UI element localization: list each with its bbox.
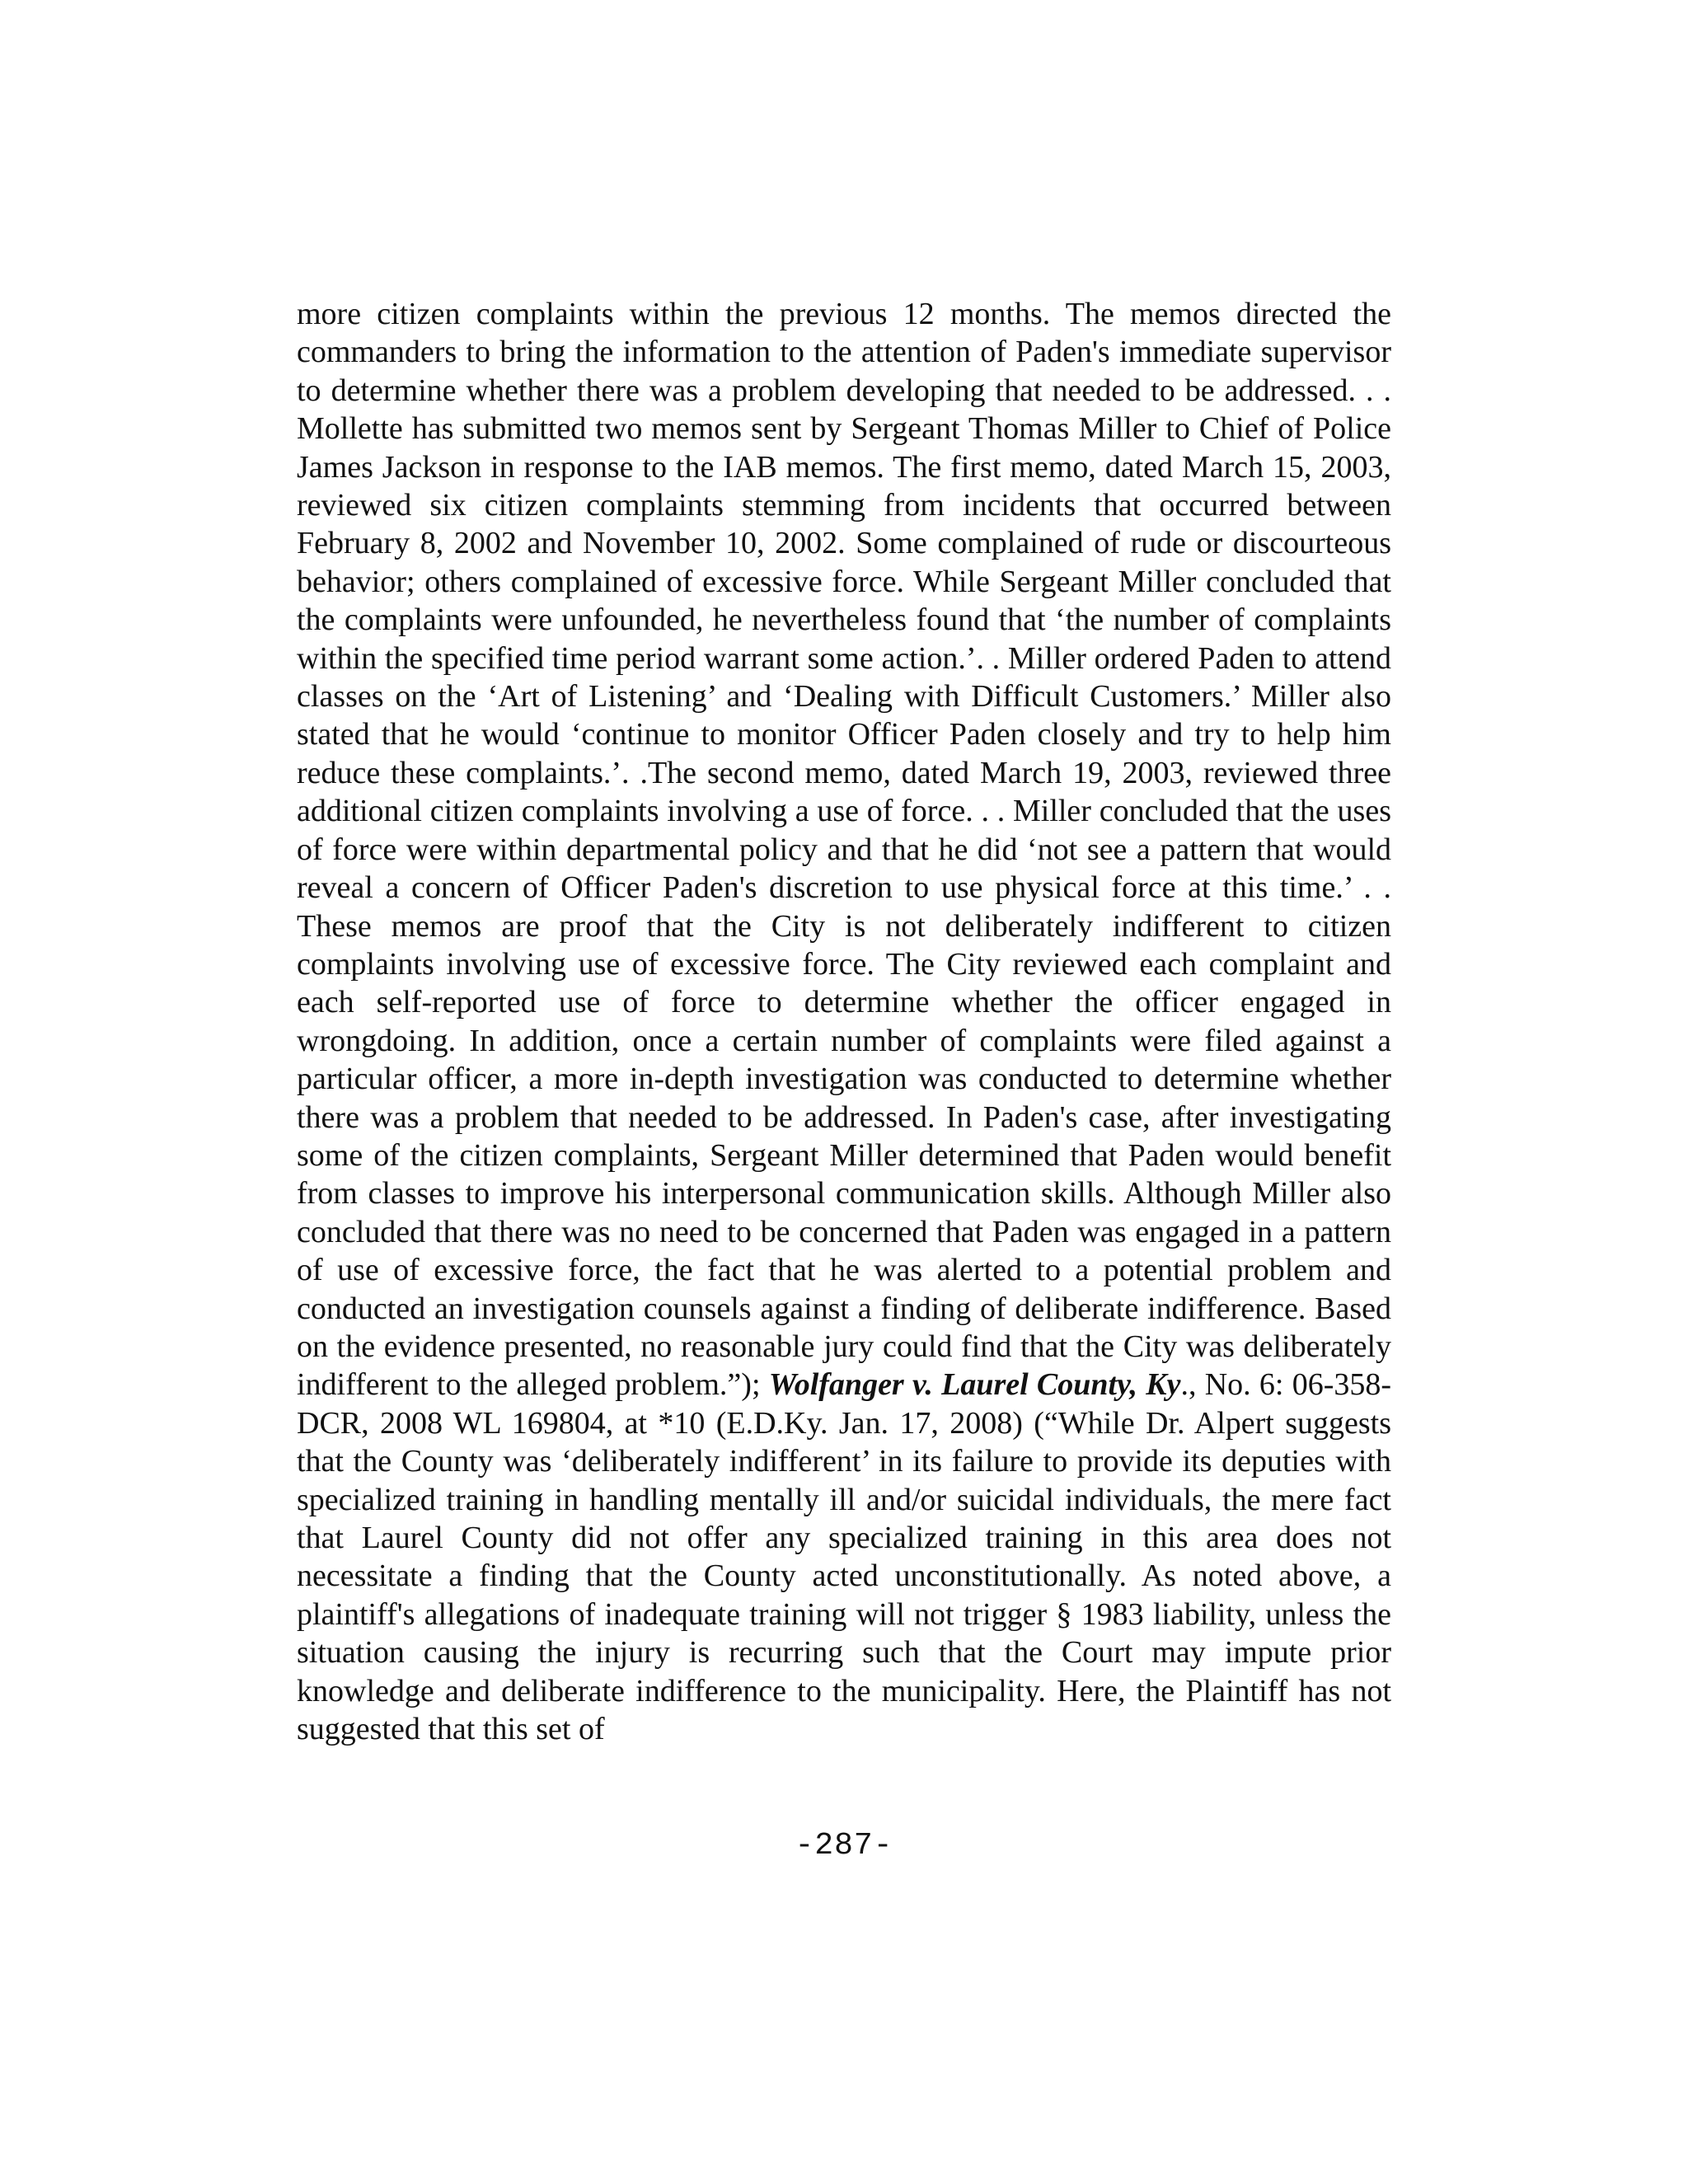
case-citation-name: Wolfanger v. Laurel County, Ky: [768, 1367, 1181, 1403]
paragraph-text-part1: more citizen complaints within the previous 12 months. The memos directed the commanders to bring the information to the attention of Paden's immediate supervisor to determine whether there was a problem developing that needed to be addressed. . . Mollette has submitted two memos sent by Sergeant Thomas Miller to Chief of Police James Jackson in response to the IAB memos. The first memo, dated March 15, 2003, reviewed six citizen complaints stemming from incidents that occurred between February 8, 2002 and November 10, 2002. Some complained of rude or discourteous behavior; others complained of excessive force. While Sergeant Miller concluded that the complaints were unfounded, he nevertheless found that ‘the number of complaints within the specified time period warrant some action.’. . Miller ordered Paden to attend classes on the ‘Art of Listening’ and ‘Dealing with Difficult Customers.’ Miller also stated that he would ‘continue to monitor Officer Paden closely and try to help him reduce these complaints.’. .The second memo, dated March 19, 2003, reviewed three additional citizen complaints involving a use of force. . . Miller concluded that the uses of force were within departmental policy and that he did ‘not see a pattern that would reveal a concern of Officer Paden's discretion to use physical force at this time.’ . . These memos are proof that the City is not deliberately indifferent to citizen complaints involving use of excessive force. The City reviewed each complaint and each self-reported use of force to determine whether the officer engaged in wrongdoing. In addition, once a certain number of complaints were filed against a particular officer, a more in-depth investigation was conducted to determine whether there was a problem that needed to be addressed. In Paden's case, after investigating some of the citizen complaints, Sergeant Miller determined that Paden would benefit from classes to improve his interpersonal communication skills. Although Miller also concluded that there was no need to be concerned that Paden was engaged in a pattern of use of excessive force, the fact that he was alerted to a potential problem and conducted an investigation counsels against a finding of deliberate indifference. Based on the evidence presented, no reasonable jury could find that the City was deliberately indifferent to the alleged problem.”);: [297, 297, 1391, 1403]
paragraph-text-part2: ., No. 6: 06-358-DCR, 2008 WL 169804, at *10 (E.D.Ky. Jan. 17, 2008) (“While Dr. Alpert suggests that the County was ‘deliberately indifferent’ in its failure to provide its deputies with specialized training in handling mentally ill and/or suicidal individuals, the mere fact that Laurel County did not offer any specialized training in this area does not necessitate a finding that the County acted unconstitutionally. As noted above, a plaintiff's allegations of inadequate training will not trigger § 1983 liability, unless the situation causing the injury is recurring such that the Court may impute prior knowledge and deliberate indifference to the municipality. Here, the Plaintiff has not suggested that this set of: [297, 1367, 1391, 1747]
page-number: -287-: [795, 1828, 893, 1863]
body-paragraph: [297, 295, 1391, 1748]
